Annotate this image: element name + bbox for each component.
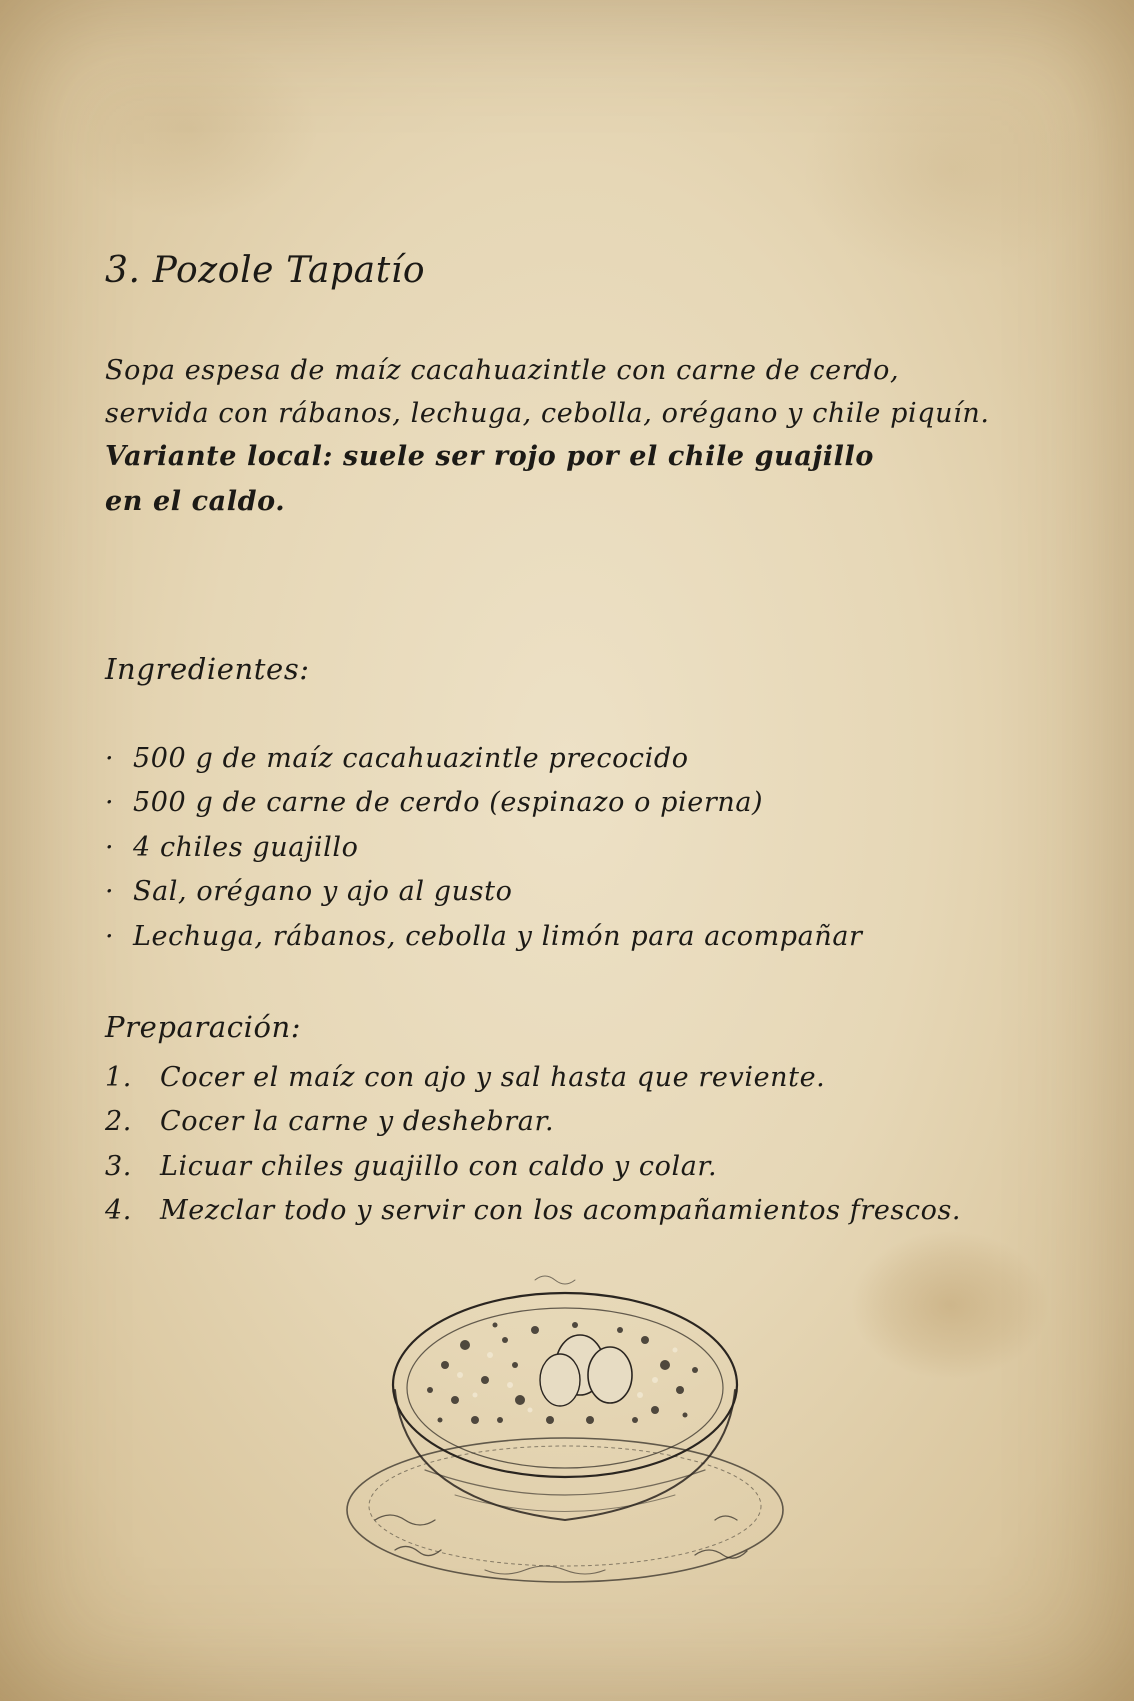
preparation-heading: Preparación:: [105, 1010, 302, 1044]
step-item: [105, 1151, 717, 1182]
description-line: Sopa espesa de maíz cacahuazintle con carne de cerdo,: [105, 355, 900, 386]
bullet: ·: [105, 743, 115, 774]
ingredient-item: [105, 832, 358, 863]
ingredient-text: Lechuga, rábanos, cebolla y limón para acompañar: [133, 921, 863, 952]
paper-stain: [60, 40, 320, 220]
bullet: ·: [105, 876, 115, 907]
ingredients-heading: Ingredientes:: [105, 652, 310, 686]
step-text: Licuar chiles guajillo con caldo y colar.: [160, 1151, 718, 1182]
step-number: 4.: [105, 1195, 132, 1226]
ingredient-item: [105, 876, 512, 907]
step-number: 2.: [105, 1106, 132, 1137]
ingredient-item: [105, 787, 763, 818]
coffee-stain: [850, 1230, 1050, 1380]
step-item: [105, 1195, 961, 1226]
paper-stain: [800, 60, 1100, 280]
bullet: ·: [105, 787, 115, 818]
step-text: Mezclar todo y servir con los acompañamientos frescos.: [160, 1195, 962, 1226]
step-text: Cocer el maíz con ajo y sal hasta que reviente.: [160, 1062, 826, 1093]
ingredient-text: Sal, orégano y ajo al gusto: [133, 876, 513, 907]
ingredient-text: 500 g de carne de cerdo (espinazo o pierna): [133, 787, 764, 818]
pozole-bowl-sketch-icon: [335, 1270, 795, 1600]
ingredient-text: 4 chiles guajillo: [133, 832, 359, 863]
ingredient-text: 500 g de maíz cacahuazintle precocido: [133, 743, 689, 774]
step-item: [105, 1106, 554, 1137]
step-number: 1.: [105, 1062, 132, 1093]
recipe-title: 3. Pozole Tapatío: [105, 250, 426, 291]
variant-line: Variante local: suele ser rojo por el chile guajillo: [105, 441, 874, 472]
ingredient-item: [105, 921, 863, 952]
step-number: 3.: [105, 1151, 132, 1182]
step-text: Cocer la carne y deshebrar.: [160, 1106, 555, 1137]
ingredient-item: [105, 743, 689, 774]
variant-line: en el caldo.: [105, 486, 286, 517]
bullet: ·: [105, 921, 115, 952]
step-item: [105, 1062, 825, 1093]
description-line: servida con rábanos, lechuga, cebolla, orégano y chile piquín.: [105, 398, 990, 429]
bullet: ·: [105, 832, 115, 863]
